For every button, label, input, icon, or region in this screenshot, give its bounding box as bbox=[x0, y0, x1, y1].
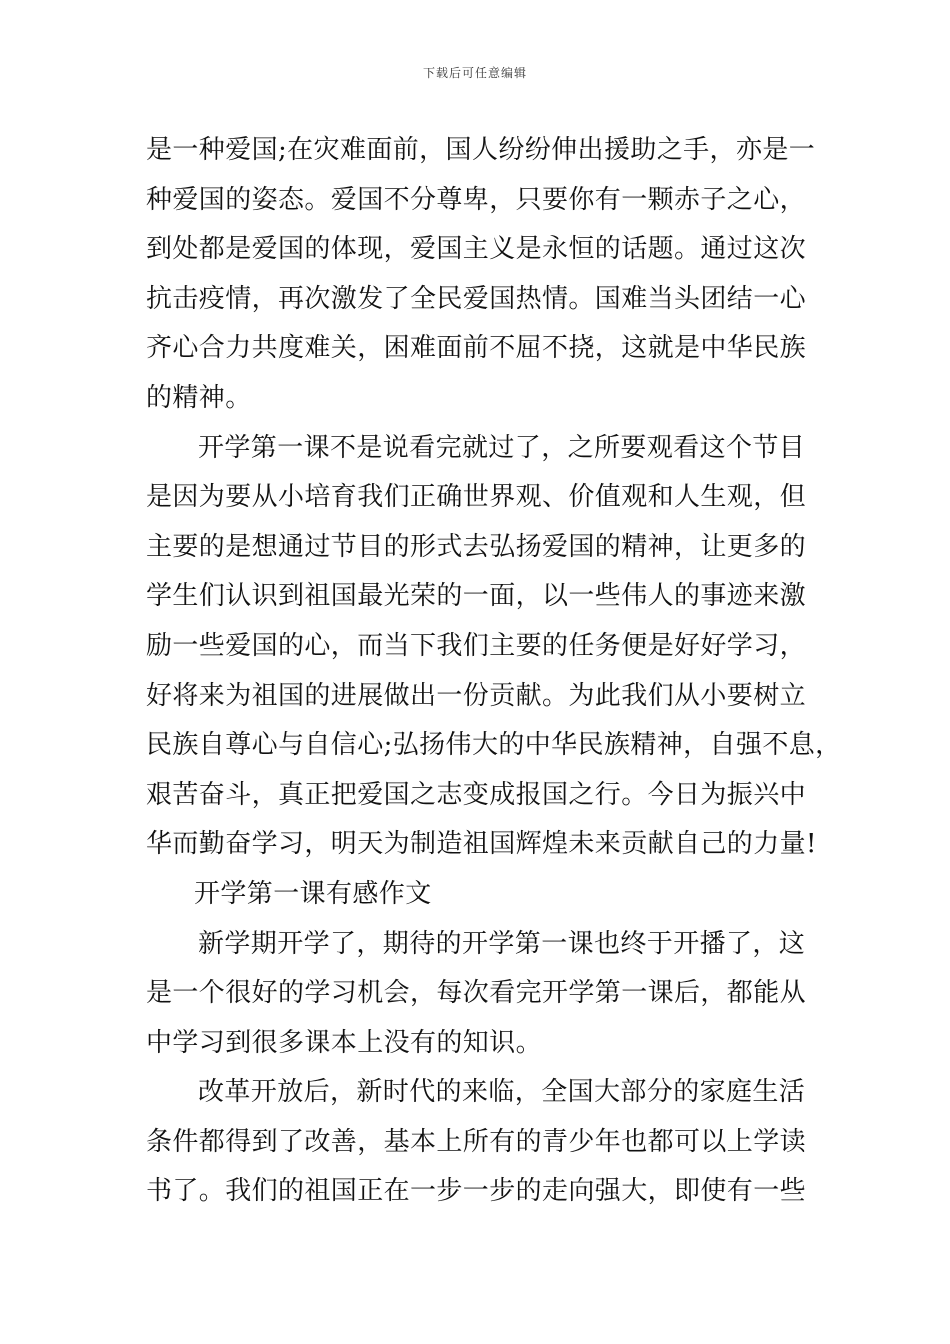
text-line: 开学第一课不是说看完就过了，之所要观看这个节目 bbox=[198, 432, 806, 463]
header-note: 下载后可任意编辑 bbox=[422, 66, 527, 80]
text-line: 书了。我们的祖国正在一步一步的走向强大，即使有一些 bbox=[146, 1176, 807, 1207]
text-line: 艰苦奋斗，真正把爱国之志变成报国之行。今日为振兴中 bbox=[146, 779, 807, 810]
text-line: 励一些爱国的心，而当下我们主要的任务便是好好学习， bbox=[146, 630, 807, 661]
document-body bbox=[146, 126, 842, 1217]
text-line: 主要的是想通过节目的形式去弘扬爱国的精神，让更多的 bbox=[146, 531, 807, 562]
text-line: 新学期开学了，期待的开学第一课也终于开播了，这 bbox=[198, 928, 806, 959]
text-line: 的精神。 bbox=[146, 382, 252, 413]
text-line: 中学习到很多课本上没有的知识。 bbox=[146, 1027, 543, 1058]
text-line: 学生们认识到祖国最光荣的一面，以一些伟人的事迹来激 bbox=[146, 581, 807, 612]
text-line: 是一种爱国;在灾难面前，国人纷纷伸出援助之手，亦是一 bbox=[146, 135, 816, 165]
text-line: 抗击疫情，再次激发了全民爱国热情。国难当头团结一心 bbox=[146, 283, 807, 314]
text-line: 齐心合力共度难关，困难面前不屈不挠，这就是中华民族 bbox=[146, 333, 807, 364]
section-heading: 开学第一课有感作文 bbox=[194, 878, 432, 909]
text-line: 条件都得到了改善，基本上所有的青少年也都可以上学读 bbox=[146, 1126, 807, 1157]
text-line: 民族自尊心与自信心;弘扬伟大的中华民族精神，自强不息， bbox=[146, 730, 842, 761]
text-line: 种爱国的姿态。爱国不分尊卑，只要你有一颗赤子之心， bbox=[146, 184, 807, 215]
text-line: 好将来为祖国的进展做出一份贡献。为此我们从小要树立 bbox=[146, 680, 807, 711]
text-line: 华而勤奋学习，明天为制造祖国辉煌未来贡献自己的力量! bbox=[146, 829, 817, 860]
text-line: 是因为要从小培育我们正确世界观、价值观和人生观，但 bbox=[146, 482, 807, 513]
text-line: 到处都是爱国的体现，爱国主义是永恒的话题。通过这次 bbox=[146, 234, 807, 265]
text-line: 改革开放后，新时代的来临，全国大部分的家庭生活 bbox=[198, 1077, 806, 1108]
text-line: 是一个很好的学习机会，每次看完开学第一课后，都能从 bbox=[146, 978, 807, 1009]
